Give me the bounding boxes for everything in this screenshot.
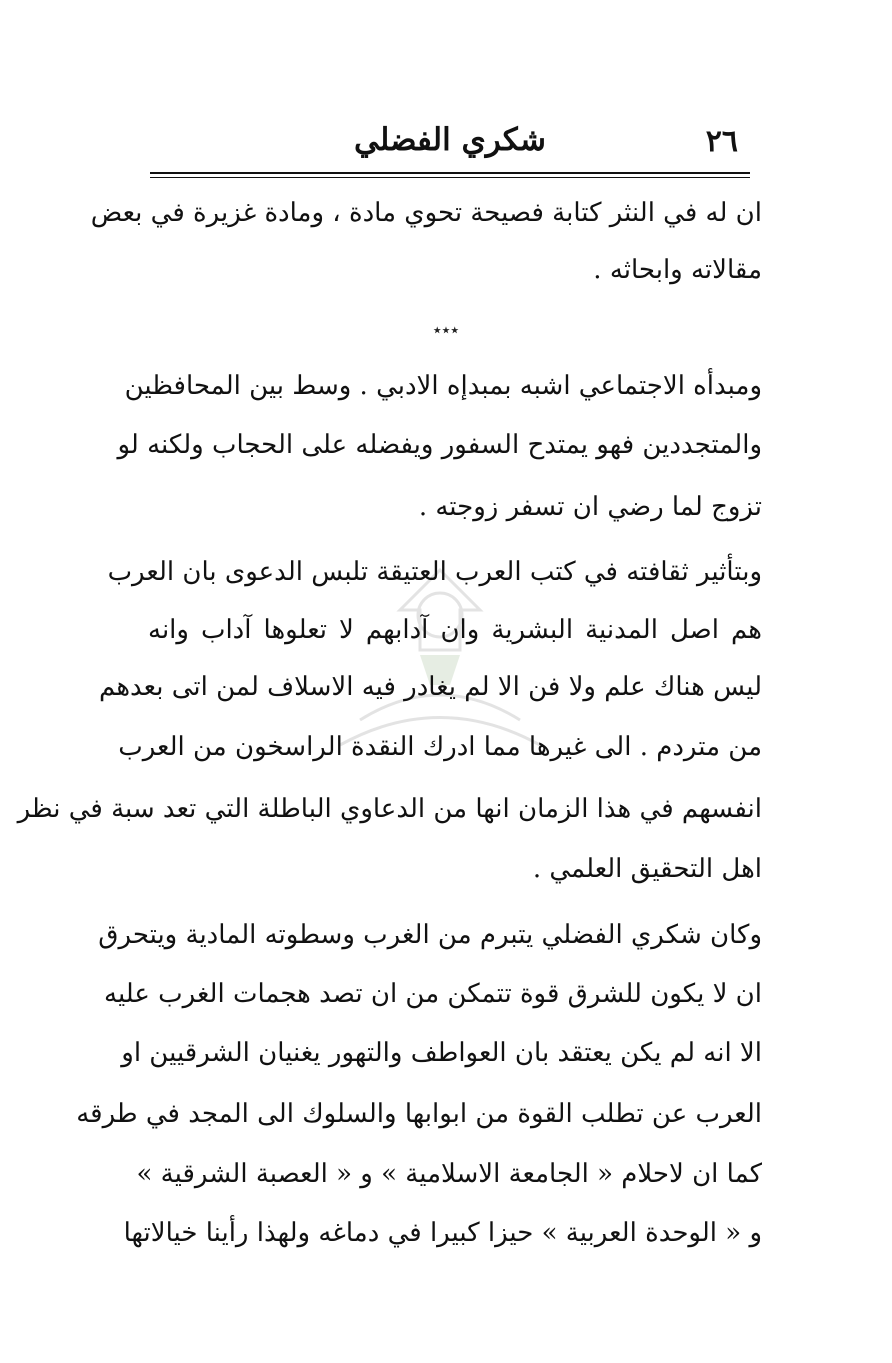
section-separator: ٭٭٭ [432, 320, 460, 339]
text-line: الا انه لم يكن يعتقد بان العواطف والتهور يغنيان الشرقيين او [121, 1038, 762, 1068]
text-line: مقالاته وابحاثه . [593, 255, 762, 285]
header-rule-thin [150, 177, 750, 178]
text-line: ان لا يكون للشرق قوة تتمكن من ان تصد هجمات الغرب عليه [104, 979, 762, 1009]
text-line: كما ان لاحلام « الجامعة الاسلامية » و « العصبة الشرقية » [136, 1159, 762, 1189]
text-line: العرب عن تطلب القوة من ابوابها والسلوك الى المجد في طرقه [76, 1099, 762, 1129]
text-line: وكان شكري الفضلي يتبرم من الغرب وسطوته المادية ويتحرق [98, 920, 762, 950]
page-number: ٢٦ [705, 124, 738, 159]
text-line: تزوج لما رضي ان تسفر زوجته . [418, 492, 762, 522]
text-line: ومبدأه الاجتماعي اشبه بمبدإه الادبي . وسط بين المحافظين [124, 371, 762, 401]
text-line: و « الوحدة العربية » حيزا كبيرا في دماغه ولهذا رأينا خيالاتها [123, 1218, 762, 1248]
page-header [150, 118, 750, 170]
text-line: والمتجددين فهو يمتدح السفور ويفضله على الحجاب ولكنه لو [117, 430, 762, 460]
text-line: من متردم . الى غيرها مما ادرك النقدة الراسخون من العرب [118, 732, 762, 762]
header-rule [150, 172, 750, 174]
text-line: ليس هناك علم ولا فن الا لم يغادر فيه الاسلاف لمن اتى بعدهم [99, 672, 762, 702]
text-line: انفسهم في هذا الزمان انها من الدعاوي الباطلة التي تعد سبة في نظر [17, 794, 762, 824]
text-line: هم اصل المدنية البشرية وان آدابهم لا تعلوها آداب وانه [148, 615, 762, 645]
text-line: اهل التحقيق العلمي . [532, 854, 762, 884]
running-title: شكري الفضلي [354, 122, 546, 158]
text-line: ان له في النثر كتابة فصيحة تحوي مادة ، ومادة غزيرة في بعض [90, 198, 762, 228]
text-line: وبتأثير ثقافته في كتب العرب العتيقة تلبس الدعوى بان العرب [107, 557, 762, 587]
